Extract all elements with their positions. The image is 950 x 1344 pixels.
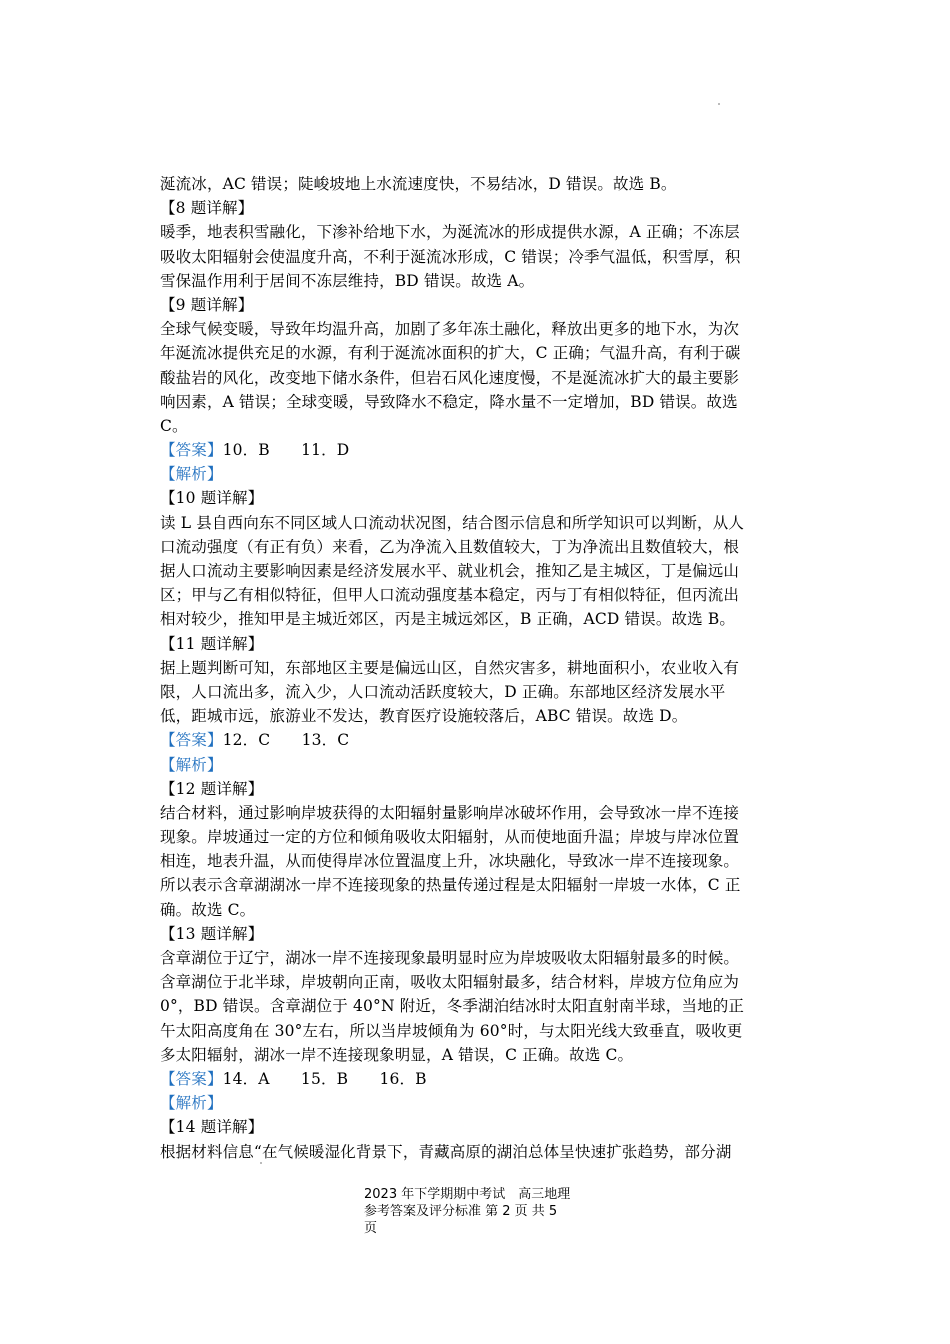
text-line [160, 680, 790, 704]
text-line [160, 535, 790, 559]
line-text: 限，人口流出多，流入少，人口流动活跃度较大，D 正确。东部地区经济发展水平 [160, 682, 726, 701]
line-text: 响因素，A 错误；全球变暖，导致降水不稳定，降水量不一定增加，BD 错误。故选 [160, 392, 738, 411]
line-text: 【11 题详解】 [160, 634, 264, 653]
line-text: 读 L 县自西向东不同区域人口流动状况图，结合图示信息和所学知识可以判断，从人 [160, 513, 744, 532]
text-line [160, 873, 790, 897]
line-text: 确。故选 C。 [160, 900, 256, 919]
line-text: 根据材料信息“在气候暖湿化背景下，青藏高原的湖泊总体呈快速扩张趋势，部分湖 [160, 1142, 732, 1161]
text-line [160, 970, 790, 994]
line-text: 全球气候变暖，导致年均温升高，加剧了多年冻土融化，释放出更多的地下水，为次 [160, 320, 740, 339]
text-line [160, 486, 790, 510]
answer-line [160, 728, 790, 752]
text-line [160, 1115, 790, 1139]
answer-label: 【答案】 [160, 441, 223, 460]
line-text: 多太阳辐射，湖冰一岸不连接现象明显，A 错误，C 正确。故选 C。 [160, 1045, 634, 1064]
line-text: 区；甲与乙有相似特征，但甲人口流动强度基本稳定，丙与丁有相似特征，但丙流出 [160, 586, 740, 605]
text-line [160, 317, 790, 341]
text-line [160, 293, 790, 317]
footer-page-info-cont: 页 [364, 1221, 378, 1236]
line-text: 低，距城市远，旅游业不发达，教育医疗设施较落后，ABC 错误。故选 D。 [160, 707, 688, 726]
answer-line [160, 438, 790, 462]
line-text: 据上题判断可知，东部地区主要是偏远山区，自然灾害多，耕地面积小，农业收入有 [160, 658, 740, 677]
line-text: 0°，BD 错误。含章湖位于 40°N 附近，冬季湖泊结冰时太阳直射南半球，当地的正 [160, 997, 745, 1016]
line-text: 午太阳高度角在 30°左右，所以当岸坡倾角为 60°时，与太阳光线大致垂直，吸收更 [160, 1021, 743, 1040]
text-line [160, 825, 790, 849]
text-line [160, 583, 790, 607]
text-line [160, 390, 790, 414]
line-text: 现象。岸坡通过一定的方位和倾角吸收太阳辐射，从而使地面升温；岸坡与岸冰位置 [160, 828, 740, 847]
line-text: 【14 题详解】 [160, 1118, 264, 1137]
text-line [160, 656, 790, 680]
line-text: 【10 题详解】 [160, 489, 264, 508]
text-line [160, 172, 790, 196]
answer-line [160, 753, 790, 777]
text-line [160, 559, 790, 583]
text-line [160, 801, 790, 825]
answer-explanation-body [160, 172, 790, 1164]
text-line [160, 196, 790, 220]
line-text: 所以表示含章湖湖冰一岸不连接现象的热量传递过程是太阳辐射一岸坡一水体，C 正 [160, 876, 741, 895]
line-text: 口流动强度（有正有负）来看，乙为净流入且数值较大，丁为净流出且数值较大，根 [160, 537, 740, 556]
answer-label: 【答案】 [160, 731, 223, 750]
text-line [160, 946, 790, 970]
text-line [160, 607, 790, 631]
footer-exam-title: 2023 年下学期期中考试 高三地理 [364, 1187, 571, 1202]
line-text: 【13 题详解】 [160, 924, 264, 943]
line-text: 据人口流动主要影响因素是经济发展水平、就业机会，推知乙是主城区，丁是偏远山 [160, 562, 740, 580]
line-text: 酸盐岩的风化，改变地下储水条件，但岩石风化速度慢，不是涎流冰扩大的最主要影 [160, 368, 740, 387]
line-text: 12．C 13．C [222, 731, 350, 750]
line-text: 【12 题详解】 [160, 779, 264, 798]
text-line [160, 1043, 790, 1067]
answer-line [160, 1067, 790, 1091]
line-text: 雪保温作用利于居间不冻层维持，BD 错误。故选 A。 [160, 271, 535, 290]
text-line [160, 849, 790, 873]
text-line [160, 1019, 790, 1043]
answer-label: 【答案】 [160, 1069, 223, 1088]
text-line [160, 511, 790, 535]
answer-label: 【解析】 [160, 465, 223, 484]
line-text: 14．A 15．B 16．B [222, 1069, 427, 1088]
text-line [160, 269, 790, 293]
answer-line [160, 1091, 790, 1115]
line-text: 年涎流冰提供充足的水源，有利于涎流冰面积的扩大，C 正确；气温升高，有利于碳 [160, 344, 741, 363]
text-line [160, 366, 790, 390]
answer-label: 【解析】 [160, 755, 223, 774]
scan-speck [718, 103, 720, 105]
text-line [160, 704, 790, 728]
line-text: 涎流冰，AC 错误；陡峻坡地上水流速度快，不易结冰，D 错误。故选 B。 [160, 175, 677, 193]
line-text: 含章湖位于北半球，岸坡朝向正南，吸收太阳辐射最多，结合材料，岸坡方位角应为 [160, 973, 740, 992]
text-line [160, 922, 790, 946]
text-line [160, 245, 790, 269]
text-line [160, 220, 790, 244]
line-text: 相连，地表升温，从而使得岸冰位置温度上升，冰块融化，导致冰一岸不连接现象。 [160, 852, 740, 871]
text-line [160, 414, 790, 438]
line-text: 相对较少，推知甲是主城近郊区，丙是主城远郊区，B 正确，ACD 错误。故选 B。 [160, 610, 736, 629]
page-footer [364, 1186, 624, 1237]
line-text: 含章湖位于辽宁，湖冰一岸不连接现象最明显时应为岸坡吸收太阳辐射最多的时候。 [160, 949, 740, 967]
answer-label: 【解析】 [160, 1094, 223, 1113]
text-line [160, 777, 790, 801]
line-text: 【9 题详解】 [160, 295, 254, 314]
answer-line [160, 462, 790, 486]
text-line [160, 341, 790, 365]
text-line [160, 898, 790, 922]
text-line [160, 994, 790, 1018]
text-line [160, 1140, 790, 1164]
line-text: 【8 题详解】 [160, 199, 254, 218]
line-text: 10．B 11．D [222, 441, 350, 460]
line-text: 暖季，地表积雪融化，下渗补给地下水，为涎流冰的形成提供水源，A 正确；不冻层 [160, 223, 740, 242]
line-text: 结合材料，通过影响岸坡获得的太阳辐射量影响岸冰破坏作用，会导致冰一岸不连接 [160, 803, 740, 822]
text-line [160, 632, 790, 656]
footer-page-info: 参考答案及评分标准 第 2 页 共 5 [364, 1204, 558, 1219]
line-text: 吸收太阳辐射会使温度升高，不利于涎流冰形成，C 错误；冷季气温低，积雪厚，积 [160, 247, 741, 266]
line-text: C。 [160, 416, 188, 435]
